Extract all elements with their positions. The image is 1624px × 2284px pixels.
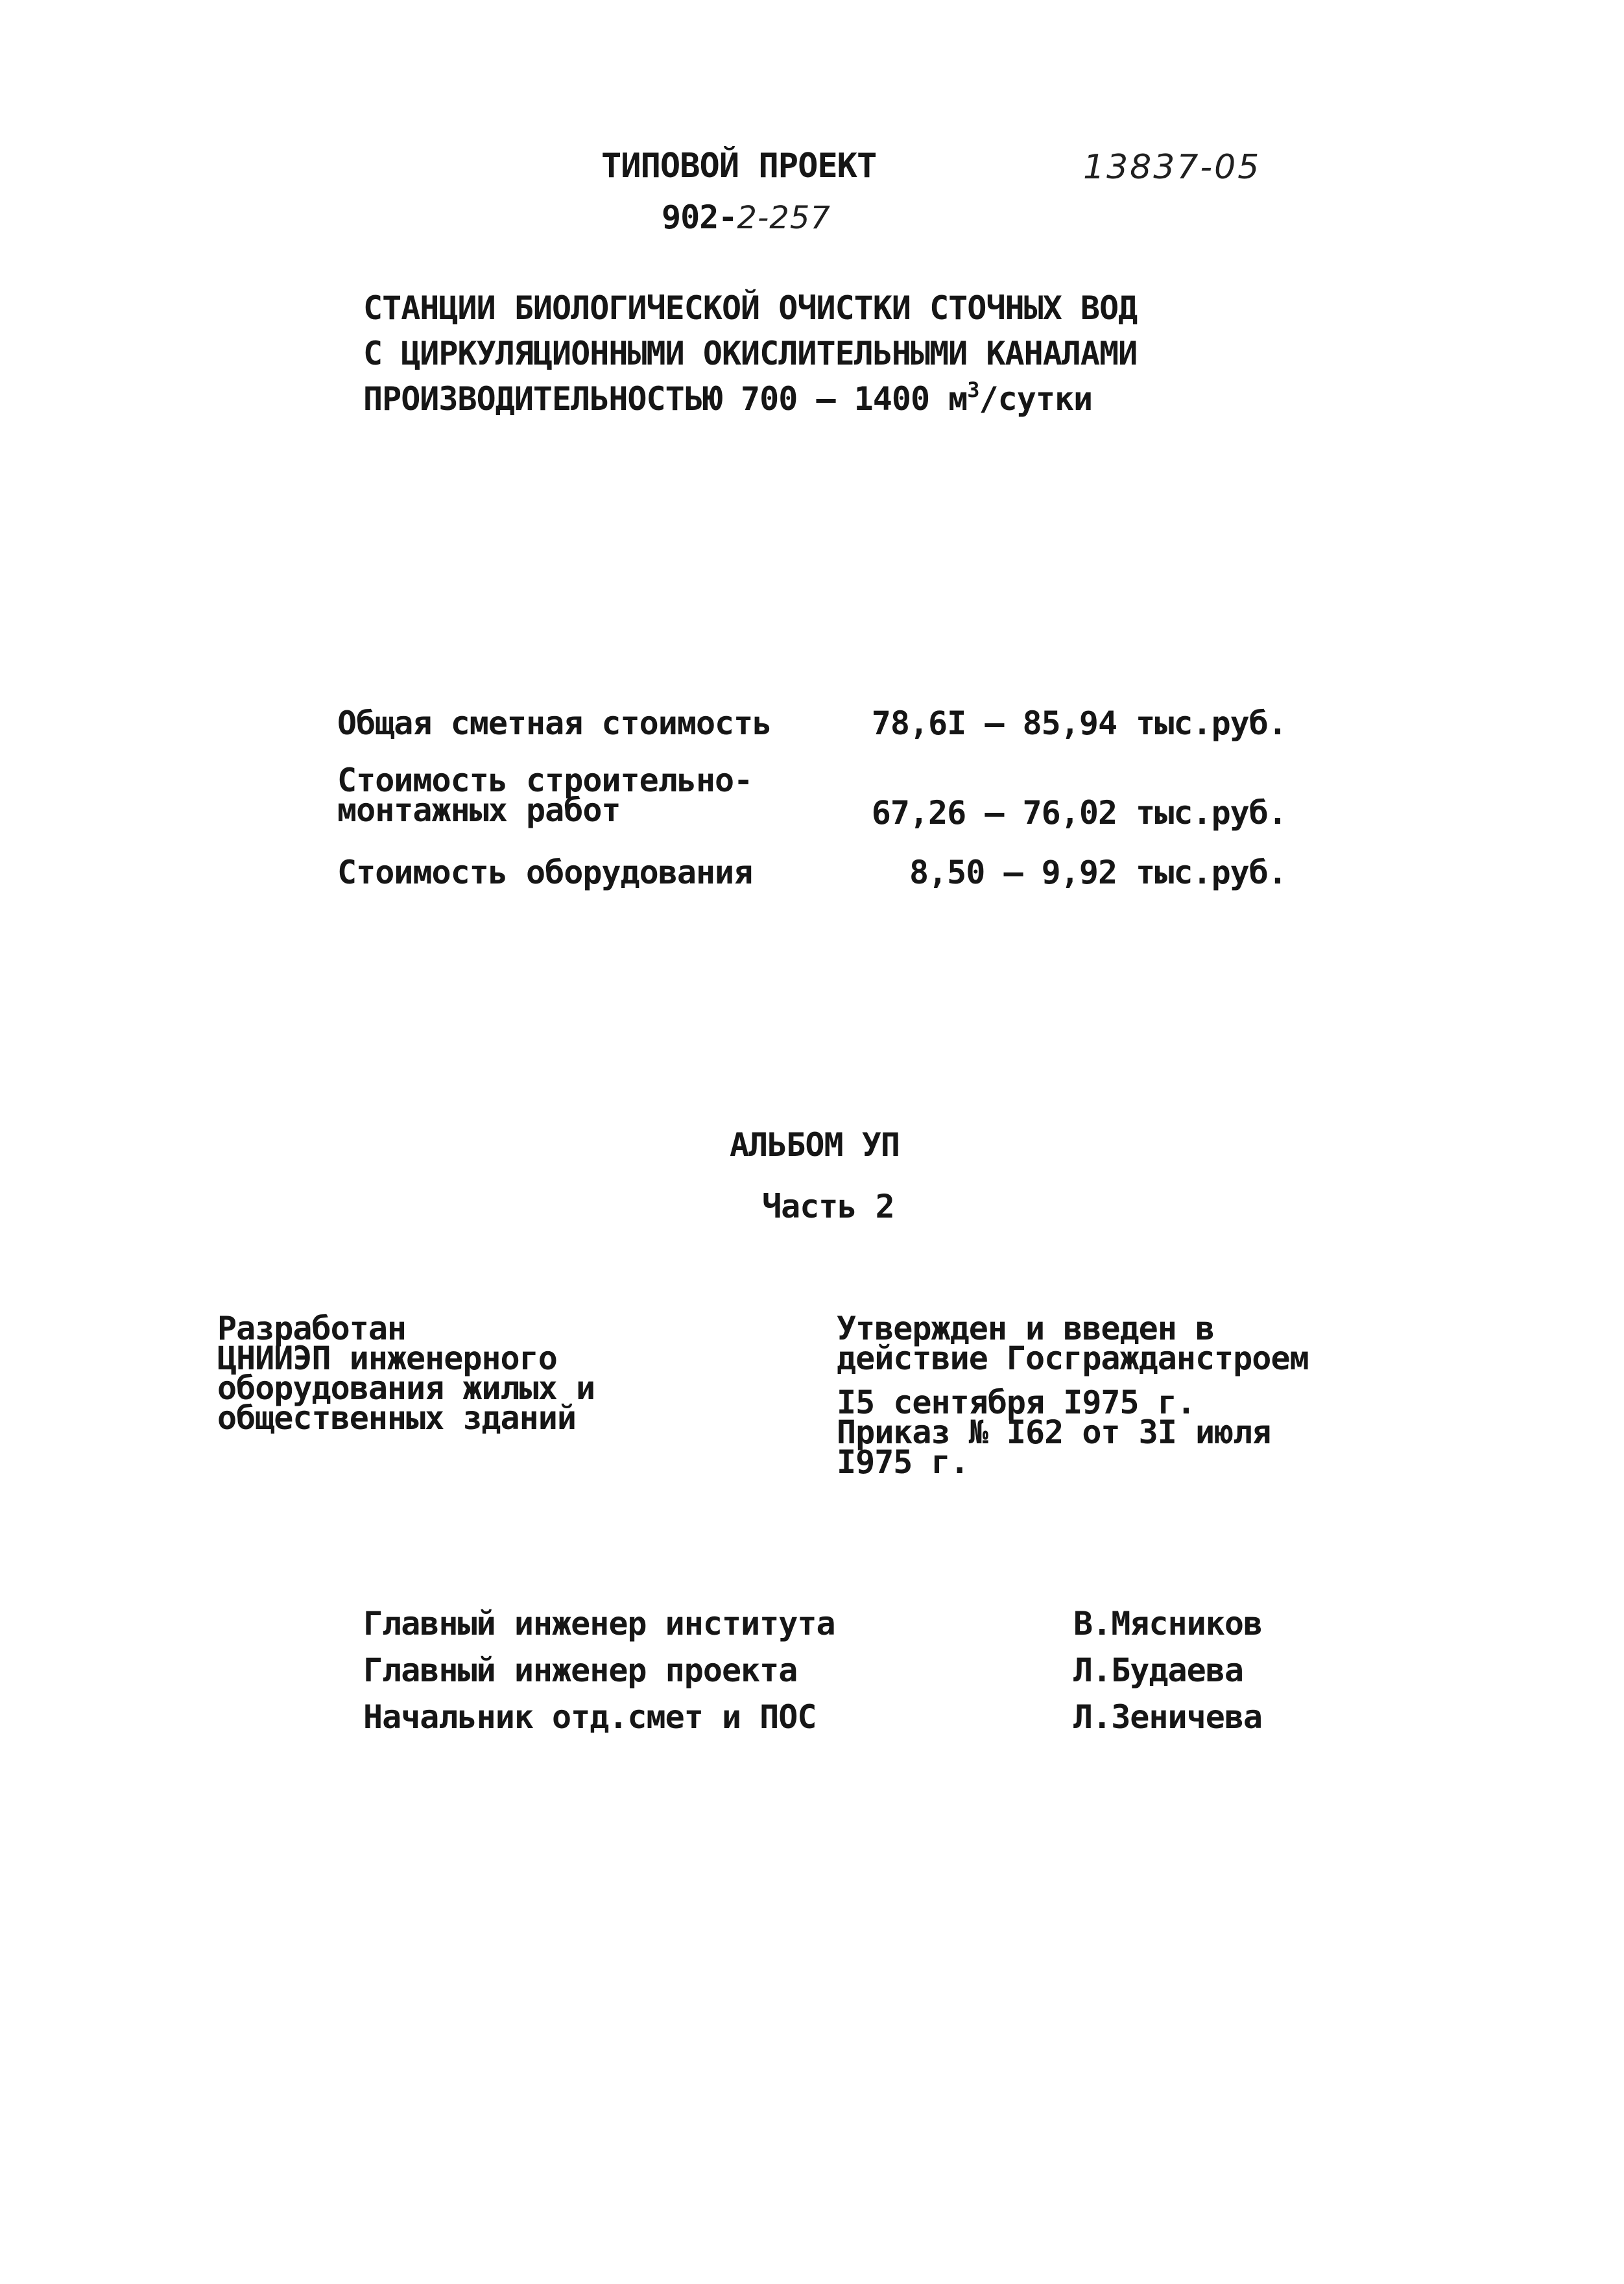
developer-line-3: оборудования жилых и [217,1369,595,1407]
approval-line-2: действие Госгражданстроем [837,1340,1309,1377]
album-part: Часть 2 [762,1188,894,1225]
signatory-name-3: Л.Зеничева [1073,1698,1263,1736]
title-line-1: СТАНЦИИ БИОЛОГИЧЕСКОЙ ОЧИСТКИ СТОЧНЫХ ВОД [363,289,1138,327]
approval-line-1: Утвержден и введен в [837,1310,1215,1347]
signatory-role-2: Главный инженер проекта [363,1652,798,1689]
developer-line-4: общественных зданий [217,1399,576,1437]
approval-line-5: I975 г. [837,1443,969,1481]
title-line-2: С ЦИРКУЛЯЦИОННЫМИ ОКИСЛИТЕЛЬНЫМИ КАНАЛАМИ [363,335,1138,372]
developer-line-1: Разработан [217,1310,407,1347]
signatory-name-2: Л.Будаева [1073,1652,1243,1689]
cost-construction-value: 67,26 – 76,02 тыс.руб. [871,794,1287,832]
cost-total-value: 78,6I – 85,94 тыс.руб. [871,704,1287,742]
developer-line-2: ЦНИИЭП инженерного [217,1340,557,1377]
cost-equipment-label: Стоимость оборудования [337,854,753,891]
signatory-role-3: Начальник отд.смет и ПОС [363,1698,817,1736]
title-line-3-text: ПРОИЗВОДИТЕЛЬНОСТЬЮ 700 – 1400 м [363,380,968,418]
cost-construction-label-line-2: монтажных работ [337,791,621,829]
project-number-handwritten: 2-257 [737,200,831,236]
project-number-typed: 902- [662,198,737,236]
archive-number-handwritten: 13837-05 [1083,148,1261,187]
project-type-title: ТИПОВОЙ ПРОЕКТ [601,147,877,186]
signatory-role-1: Главный инженер института [363,1605,835,1642]
album-title: АЛЬБОМ УП [730,1126,900,1164]
approval-line-4: Приказ № I62 от 3I июля [837,1413,1271,1451]
cost-equipment-value: 8,50 – 9,92 тыс.руб. [909,854,1287,891]
title-superscript: 3 [967,378,979,402]
cost-total-label: Общая сметная стоимость [337,704,772,742]
approval-line-3: I5 сентября I975 г. [837,1384,1195,1421]
title-unit-tail: /сутки [979,380,1093,418]
signatory-name-1: В.Мясников [1073,1605,1263,1642]
cost-construction-label-line-1: Стоимость строительно- [337,762,753,799]
